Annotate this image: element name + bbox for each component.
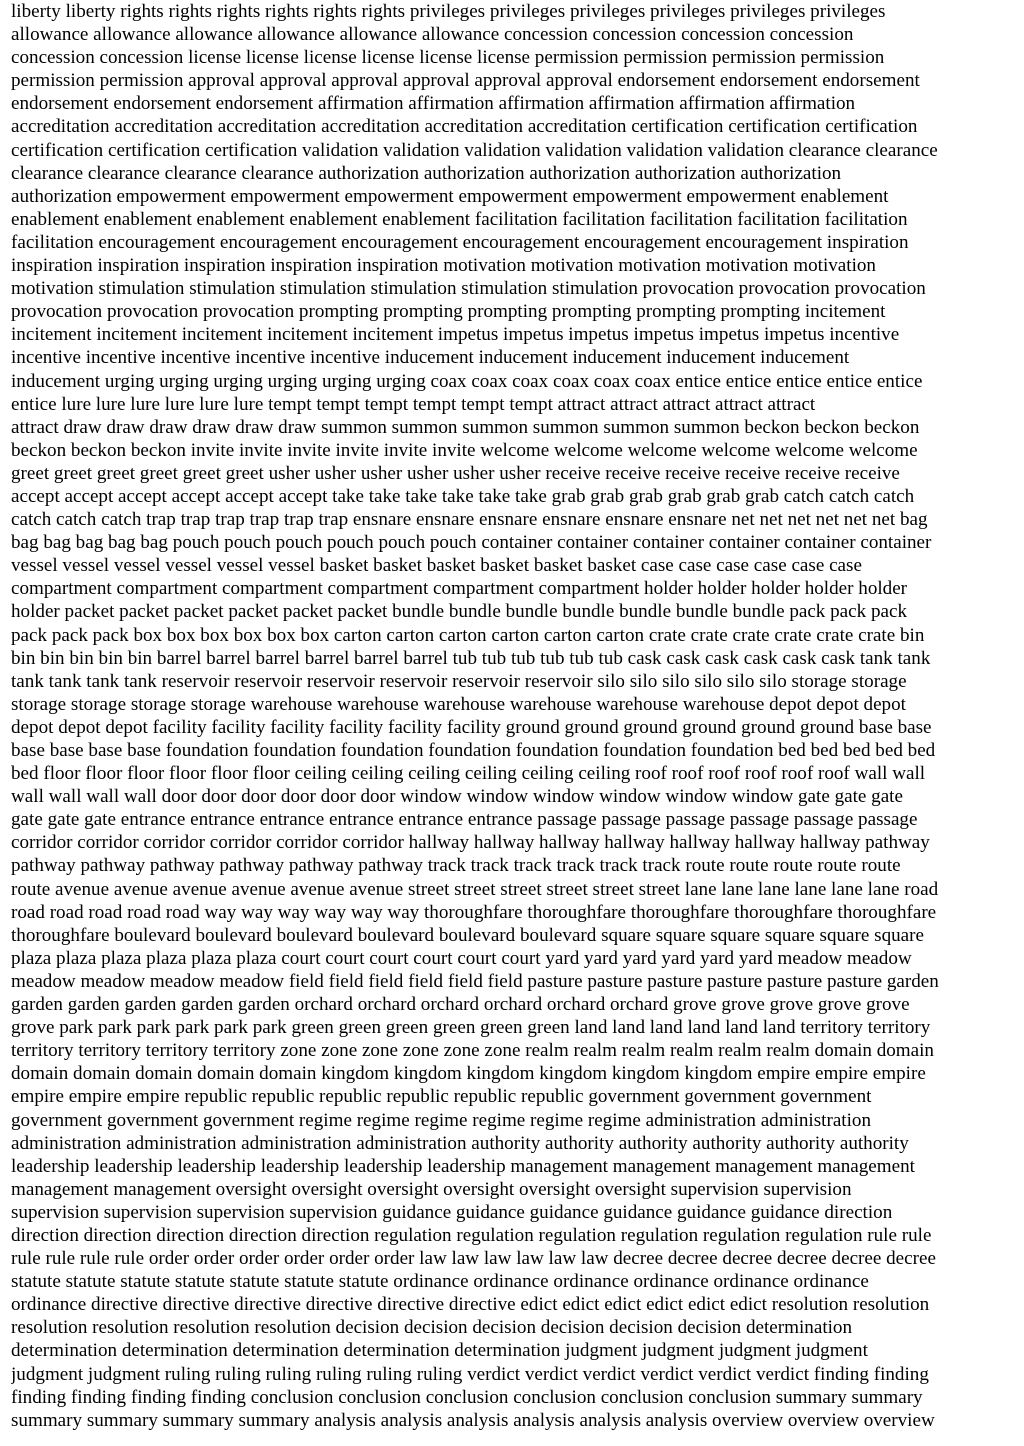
text-line: beckon beckon beckon invite invite invite invite invite invite welcome welcome welcome welcome welcome welcome: [11, 439, 918, 461]
text-line: administration administration administration administration authority authority authority authority authority authority: [11, 1132, 909, 1154]
text-line: facilitation encouragement encouragement encouragement encouragement encouragement encouragement inspiration: [11, 231, 909, 253]
text-line: enablement enablement enablement enablement enablement facilitation facilitation facilitation facilitation facilitation: [11, 208, 908, 230]
text-line: inducement urging urging urging urging urging urging coax coax coax coax coax coax entice entice entice entice entice: [11, 370, 923, 392]
text-line: territory territory territory territory zone zone zone zone zone zone realm realm realm realm realm realm domain domain: [11, 1040, 934, 1062]
text-line: greet greet greet greet greet greet usher usher usher usher usher usher receive receive receive receive receive receive: [11, 462, 900, 484]
text-line: finding finding finding finding conclusion conclusion conclusion conclusion conclusion conclusion summary summary: [11, 1386, 923, 1408]
text-line: incentive incentive incentive incentive incentive inducement inducement inducement inducement inducement: [11, 347, 850, 369]
text-line: determination determination determination determination determination judgment judgment judgment judgment: [11, 1340, 868, 1362]
text-line: bin bin bin bin bin barrel barrel barrel barrel barrel barrel tub tub tub tub tub tub cask cask cask cask cask cask tank tank: [11, 647, 931, 669]
text-line: compartment compartment compartment compartment compartment compartment holder holder holder holder holder: [11, 578, 908, 600]
text-line: garden garden garden garden garden orchard orchard orchard orchard orchard orchard grove grove grove grove grove: [11, 994, 910, 1016]
text-line: wall wall wall wall door door door door door door window window window window window window gate gate gate: [11, 786, 903, 808]
text-line: government government government regime regime regime regime regime regime administration administration: [11, 1109, 872, 1131]
text-line: provocation provocation provocation prompting prompting prompting prompting prompting prompting incitement: [11, 301, 886, 323]
text-line: vessel vessel vessel vessel vessel vessel basket basket basket basket basket basket case case case case case case: [11, 555, 862, 577]
text-line: thoroughfare boulevard boulevard boulevard boulevard boulevard boulevard square square square square square square: [11, 924, 924, 946]
text-line: grove park park park park park park green green green green green green land land land land land land territory territory: [11, 1017, 931, 1039]
text-line: empire empire empire republic republic republic republic republic republic government government government: [11, 1086, 872, 1108]
text-line: pathway pathway pathway pathway pathway pathway track track track track track track route route route route route: [11, 855, 901, 877]
text-line: supervision supervision supervision supervision guidance guidance guidance guidance guidance guidance direction: [11, 1201, 893, 1223]
text-line: meadow meadow meadow meadow field field field field field field pasture pasture pasture pasture pasture pasture garden: [11, 970, 939, 992]
text-line: permission permission approval approval approval approval approval approval endorsement endorsement endorsement: [11, 70, 920, 92]
text-line: corridor corridor corridor corridor corridor corridor hallway hallway hallway hallway hallway hallway hallway pathway: [11, 832, 930, 854]
text-line: accreditation accreditation accreditation accreditation accreditation accreditation certification certification certification: [11, 116, 918, 138]
text-line: endorsement endorsement endorsement affirmation affirmation affirmation affirmation affirmation affirmation: [11, 93, 856, 115]
text-line: bed floor floor floor floor floor floor ceiling ceiling ceiling ceiling ceiling ceiling roof roof roof roof roof roof wall wall: [11, 763, 926, 785]
text-line: authorization empowerment empowerment empowerment empowerment empowerment empowerment enablement: [11, 185, 889, 207]
text-line: incitement incitement incitement incitement incitement impetus impetus impetus impetus impetus impetus incentive: [11, 324, 900, 346]
text-line: road road road road road way way way way way way thoroughfare thoroughfare thoroughfare thoroughfare thoroughfare: [11, 901, 937, 923]
text-line: leadership leadership leadership leadership leadership leadership management management management management: [11, 1155, 915, 1177]
text-line: summary summary summary summary analysis analysis analysis analysis analysis analysis overview overview overview: [11, 1409, 935, 1431]
text-line: clearance clearance clearance clearance authorization authorization authorization authorization authorization: [11, 162, 842, 184]
text-line: motivation stimulation stimulation stimulation stimulation stimulation stimulation provocation provocation provocation: [11, 278, 926, 300]
text-line: storage storage storage storage warehouse warehouse warehouse warehouse warehouse warehouse depot depot depot: [11, 693, 906, 715]
text-line: holder packet packet packet packet packet packet bundle bundle bundle bundle bundle bundle bundle pack pack pack: [11, 601, 907, 623]
text-line: resolution resolution resolution resolution decision decision decision decision decision decision determination: [11, 1317, 853, 1339]
text-line: depot depot depot facility facility facility facility facility facility ground ground ground ground ground ground base base: [11, 716, 932, 738]
text-line: attract draw draw draw draw draw draw summon summon summon summon summon summon beckon beckon beckon: [11, 416, 920, 438]
text-line: direction direction direction direction direction regulation regulation regulation regulation regulation regulation rule rule: [11, 1224, 932, 1246]
text-line: pack pack pack box box box box box box carton carton carton carton carton carton crate crate crate crate crate crate bin: [11, 624, 925, 646]
text-line: accept accept accept accept accept accept take take take take take take grab grab grab grab grab grab catch catch catch: [11, 485, 915, 507]
text-line: tank tank tank tank reservoir reservoir reservoir reservoir reservoir reservoir silo silo silo silo silo silo storage storage: [11, 670, 907, 692]
text-line: ordinance directive directive directive directive directive directive edict edict edict edict edict edict resolution resolution: [11, 1294, 930, 1316]
text-line: route avenue avenue avenue avenue avenue avenue street street street street street street lane lane lane lane lane lane road: [11, 878, 939, 900]
text-line: base base base base foundation foundation foundation foundation foundation foundation foundation bed bed bed bed bed: [11, 740, 936, 761]
text-line: bag bag bag bag bag pouch pouch pouch pouch pouch pouch container container container container container container: [11, 532, 932, 554]
text-line: management management oversight oversight oversight oversight oversight oversight supervision supervision: [11, 1178, 852, 1200]
text-line: domain domain domain domain domain kingdom kingdom kingdom kingdom kingdom kingdom empire empire empire: [11, 1063, 926, 1085]
text-line: concession concession license license license license license license permission permission permission permission: [11, 47, 885, 69]
text-line: entice lure lure lure lure lure lure tempt tempt tempt tempt tempt tempt attract attract attract attract attract: [11, 393, 816, 415]
text-line: certification certification certification validation validation validation validation validation validation clearance clearance: [11, 139, 938, 161]
text-line: liberty liberty rights rights rights rights rights rights privileges privileges privileges privileges privileges privileges: [11, 1, 886, 22]
text-line: plaza plaza plaza plaza plaza plaza court court court court court court yard yard yard yard yard yard meadow meadow: [11, 947, 912, 969]
text-line: inspiration inspiration inspiration inspiration inspiration motivation motivation motivation motivation motivation: [11, 255, 876, 277]
text-line: allowance allowance allowance allowance allowance allowance concession concession concession concession: [11, 24, 854, 46]
text-line: rule rule rule rule order order order order order order law law law law law law decree decree decree decree decree decree: [11, 1248, 936, 1270]
text-line: catch catch catch trap trap trap trap trap trap ensnare ensnare ensnare ensnare ensnare ensnare net net net net net net bag: [11, 509, 928, 531]
text-line: judgment judgment ruling ruling ruling ruling ruling ruling verdict verdict verdict verdict verdict verdict finding finding: [11, 1363, 929, 1385]
text-line: statute statute statute statute statute statute statute ordinance ordinance ordinance ordinance ordinance ordinance: [11, 1271, 869, 1293]
text-line: gate gate gate entrance entrance entrance entrance entrance entrance passage passage passage passage passage passage: [11, 809, 918, 831]
